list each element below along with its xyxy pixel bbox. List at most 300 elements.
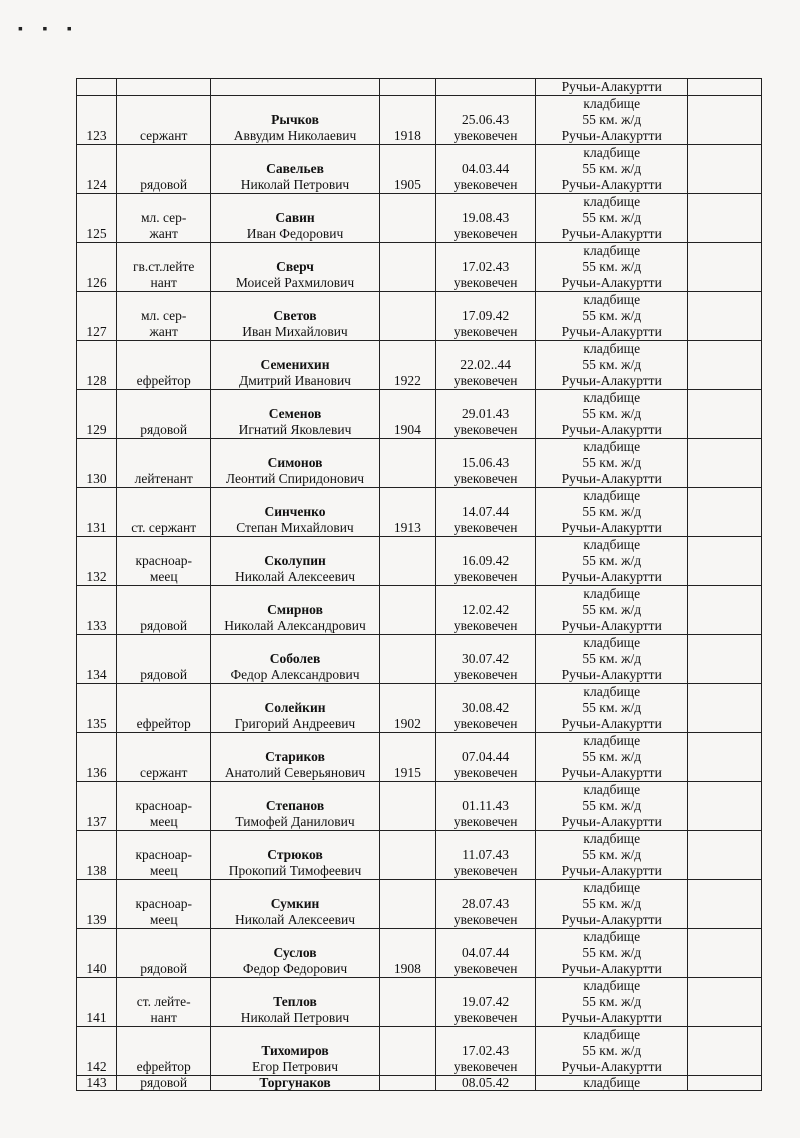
place-line: кладбище bbox=[583, 1027, 641, 1042]
rank-line: сержант bbox=[140, 765, 188, 780]
cell-num: 141 bbox=[77, 978, 117, 1027]
cell-year: 1922 bbox=[379, 341, 436, 390]
cell-name bbox=[211, 635, 379, 684]
place-line: 55 км. ж/д bbox=[582, 210, 642, 225]
given-names: Иван Федорович bbox=[246, 226, 344, 241]
given-names: Моисей Рахмилович bbox=[235, 275, 355, 290]
cell-num: 142 bbox=[77, 1027, 117, 1076]
cell-year bbox=[379, 292, 436, 341]
given-names: Аввудим Николаевич bbox=[233, 128, 357, 143]
surname: Солейкин bbox=[264, 700, 326, 715]
cell-name bbox=[211, 390, 379, 439]
cell-num: 131 bbox=[77, 488, 117, 537]
rank-line: меец bbox=[149, 912, 178, 927]
place-line: 55 км. ж/д bbox=[582, 994, 642, 1009]
death-date: 25.06.43 bbox=[462, 112, 510, 127]
death-date: 17.02.43 bbox=[462, 1043, 510, 1058]
rank-line: сержант bbox=[140, 128, 188, 143]
place-line: кладбище bbox=[583, 488, 641, 503]
cell-name bbox=[211, 439, 379, 488]
cell-note bbox=[688, 782, 762, 831]
cell-rank bbox=[116, 684, 211, 733]
place-line: 55 км. ж/д bbox=[582, 798, 642, 813]
cell-name bbox=[211, 978, 379, 1027]
place-line: 55 км. ж/д bbox=[582, 553, 642, 568]
table-row bbox=[77, 978, 762, 1027]
place-line: кладбище bbox=[583, 390, 641, 405]
cell-rank bbox=[116, 1027, 211, 1076]
place-line: Ручьи-Алакуртти bbox=[561, 324, 662, 339]
death-date: 04.03.44 bbox=[462, 161, 510, 176]
place-line: Ручьи-Алакуртти bbox=[561, 863, 662, 878]
cell-note bbox=[688, 586, 762, 635]
rank-line: ст. сержант bbox=[131, 520, 197, 535]
cell-date bbox=[436, 145, 536, 194]
place-line: кладбище bbox=[583, 145, 641, 160]
cell-date bbox=[436, 96, 536, 145]
cell-name bbox=[211, 684, 379, 733]
death-date: 17.09.42 bbox=[462, 308, 510, 323]
cell-name bbox=[211, 1027, 379, 1076]
cell-num: 134 bbox=[77, 635, 117, 684]
cell-date bbox=[436, 537, 536, 586]
cell-name bbox=[211, 831, 379, 880]
rank-line: ефрейтор bbox=[136, 716, 191, 731]
cell-year bbox=[379, 635, 436, 684]
cell-name bbox=[211, 880, 379, 929]
cell-year bbox=[379, 1027, 436, 1076]
cell-year bbox=[379, 880, 436, 929]
surname: Савельев bbox=[266, 161, 324, 176]
cell-place bbox=[536, 978, 688, 1027]
surname: Суслов bbox=[273, 945, 317, 960]
cell-note bbox=[688, 1027, 762, 1076]
place-line: Ручьи-Алакуртти bbox=[561, 1010, 662, 1025]
place-line: 55 км. ж/д bbox=[582, 406, 642, 421]
place-line: кладбище bbox=[583, 341, 641, 356]
place-line: Ручьи-Алакуртти bbox=[561, 961, 662, 976]
cell-year bbox=[379, 978, 436, 1027]
cell-place: кладбище bbox=[536, 1076, 688, 1091]
cell-note bbox=[688, 488, 762, 537]
surname: Рычков bbox=[271, 112, 319, 127]
surname: Семенихин bbox=[260, 357, 330, 372]
cell-place bbox=[536, 635, 688, 684]
place-line: 55 км. ж/д bbox=[582, 700, 642, 715]
cell-name bbox=[211, 1076, 379, 1091]
cell-year: 1904 bbox=[379, 390, 436, 439]
rank-line: меец bbox=[149, 863, 178, 878]
cell-rank bbox=[116, 880, 211, 929]
status: увековечен bbox=[453, 177, 518, 192]
place-line: кладбище bbox=[583, 684, 641, 699]
cell-note bbox=[688, 439, 762, 488]
rank-line: нант bbox=[150, 1010, 177, 1025]
surname: Сколупин bbox=[264, 553, 326, 568]
cell-name bbox=[211, 537, 379, 586]
given-names: Николай Петрович bbox=[240, 1010, 350, 1025]
cell-date bbox=[436, 341, 536, 390]
surname: Стариков bbox=[265, 749, 325, 764]
cell-name bbox=[211, 586, 379, 635]
cell-note bbox=[688, 79, 762, 96]
cell-note bbox=[688, 243, 762, 292]
rank-line: гв.ст.лейте bbox=[133, 259, 195, 274]
given-names: Дмитрий Иванович bbox=[239, 373, 351, 388]
place-line: кладбище bbox=[583, 733, 641, 748]
table-row bbox=[77, 292, 762, 341]
place-line: 55 км. ж/д bbox=[582, 112, 642, 127]
cell-date bbox=[436, 79, 536, 96]
place-line: Ручьи-Алакуртти bbox=[561, 618, 662, 633]
cell-rank bbox=[116, 79, 211, 96]
cell-num: 128 bbox=[77, 341, 117, 390]
cell-place bbox=[536, 341, 688, 390]
cell-place bbox=[536, 537, 688, 586]
place-line: Ручьи-Алакуртти bbox=[561, 275, 662, 290]
rank-line: рядовой bbox=[140, 422, 188, 437]
cell-date bbox=[436, 488, 536, 537]
table-row bbox=[77, 390, 762, 439]
cell-year bbox=[379, 79, 436, 96]
table-row bbox=[77, 243, 762, 292]
cell-num: 123 bbox=[77, 96, 117, 145]
cell-year bbox=[379, 439, 436, 488]
place-line: Ручьи-Алакуртти bbox=[561, 716, 662, 731]
cell-year bbox=[379, 586, 436, 635]
cell-year bbox=[379, 831, 436, 880]
place-line: 55 км. ж/д bbox=[582, 651, 642, 666]
cell-name bbox=[211, 96, 379, 145]
place-line: 55 км. ж/д bbox=[582, 259, 642, 274]
cell-note bbox=[688, 978, 762, 1027]
rank-line: мл. сер- bbox=[140, 210, 187, 225]
cell-year bbox=[379, 537, 436, 586]
table-row bbox=[77, 782, 762, 831]
death-date: 04.07.44 bbox=[462, 945, 510, 960]
given-names: Иван Михайлович bbox=[242, 324, 348, 339]
cell-note bbox=[688, 96, 762, 145]
death-date: 01.11.43 bbox=[462, 798, 510, 813]
place-line: кладбище bbox=[583, 96, 641, 111]
place-line: 55 км. ж/д bbox=[582, 1043, 642, 1058]
status: увековечен bbox=[453, 667, 518, 682]
table-row bbox=[77, 96, 762, 145]
given-names: Степан Михайлович bbox=[236, 520, 354, 535]
given-names: Федор Федорович bbox=[242, 961, 348, 976]
cell-name bbox=[211, 488, 379, 537]
cell-rank bbox=[116, 733, 211, 782]
place-line: 55 км. ж/д bbox=[582, 357, 642, 372]
cell-year bbox=[379, 194, 436, 243]
rank-line: красноар- bbox=[135, 847, 192, 862]
cell-year: 1918 bbox=[379, 96, 436, 145]
rank-line: красноар- bbox=[135, 553, 192, 568]
cell-place bbox=[536, 782, 688, 831]
given-names: Анатолий Северьянович bbox=[224, 765, 366, 780]
cell-place bbox=[536, 929, 688, 978]
cell-rank bbox=[116, 96, 211, 145]
death-date: 17.02.43 bbox=[462, 259, 510, 274]
rank-line: мл. сер- bbox=[140, 308, 187, 323]
place-line: кладбище bbox=[583, 292, 641, 307]
table-row bbox=[77, 586, 762, 635]
cell-name bbox=[211, 733, 379, 782]
cell-place bbox=[536, 145, 688, 194]
page-marks: ▪ ▪ ▪ bbox=[18, 22, 80, 37]
cell-num bbox=[77, 79, 117, 96]
cell-rank bbox=[116, 243, 211, 292]
table-row bbox=[77, 341, 762, 390]
cell-year: 1908 bbox=[379, 929, 436, 978]
status: увековечен bbox=[453, 324, 518, 339]
surname: Тихомиров bbox=[261, 1043, 329, 1058]
cell-note bbox=[688, 390, 762, 439]
cell-place bbox=[536, 96, 688, 145]
place-line: Ручьи-Алакуртти bbox=[561, 128, 662, 143]
cell-date bbox=[436, 586, 536, 635]
death-date: 15.06.43 bbox=[462, 455, 510, 470]
cell-num: 133 bbox=[77, 586, 117, 635]
status: увековечен bbox=[453, 765, 518, 780]
cell-year bbox=[379, 243, 436, 292]
rank-line: красноар- bbox=[135, 896, 192, 911]
death-date: 14.07.44 bbox=[462, 504, 510, 519]
cell-place bbox=[536, 831, 688, 880]
status: увековечен bbox=[453, 863, 518, 878]
cell-name bbox=[211, 145, 379, 194]
status: увековечен bbox=[453, 618, 518, 633]
cell-rank bbox=[116, 635, 211, 684]
status: увековечен bbox=[453, 373, 518, 388]
place-line: Ручьи-Алакуртти bbox=[561, 912, 662, 927]
cell-note bbox=[688, 831, 762, 880]
death-date: 22.02..44 bbox=[460, 357, 511, 372]
place-line: 55 км. ж/д bbox=[582, 602, 642, 617]
cell-num: 124 bbox=[77, 145, 117, 194]
place-line: Ручьи-Алакуртти bbox=[561, 569, 662, 584]
cell-num: 140 bbox=[77, 929, 117, 978]
cell-place bbox=[536, 439, 688, 488]
rank-line: жант bbox=[149, 324, 178, 339]
given-names: Николай Алексеевич bbox=[235, 569, 355, 584]
cell-rank bbox=[116, 782, 211, 831]
cell-num: 137 bbox=[77, 782, 117, 831]
cell-note bbox=[688, 929, 762, 978]
cell-place bbox=[536, 880, 688, 929]
cell-year: 1915 bbox=[379, 733, 436, 782]
surname: Степанов bbox=[265, 798, 325, 813]
surname: Сверч bbox=[276, 259, 314, 274]
cell-num: 126 bbox=[77, 243, 117, 292]
cell-date bbox=[436, 782, 536, 831]
status: увековечен bbox=[453, 814, 518, 829]
cell-note bbox=[688, 292, 762, 341]
place-line: Ручьи-Алакуртти bbox=[561, 667, 662, 682]
cell-date: 08.05.42 bbox=[436, 1076, 536, 1091]
cell-note bbox=[688, 145, 762, 194]
cell-rank bbox=[116, 586, 211, 635]
rank-line: меец bbox=[149, 814, 178, 829]
place-line: Ручьи-Алакуртти bbox=[561, 814, 662, 829]
rank-line: меец bbox=[149, 569, 178, 584]
status: увековечен bbox=[453, 520, 518, 535]
cell-num: 138 bbox=[77, 831, 117, 880]
cell-place bbox=[536, 194, 688, 243]
cell-num: 136 bbox=[77, 733, 117, 782]
death-date: 19.08.43 bbox=[462, 210, 510, 225]
place-line: кладбище bbox=[583, 831, 641, 846]
cell-date bbox=[436, 733, 536, 782]
place-line: Ручьи-Алакуртти bbox=[561, 226, 662, 241]
place-line: Ручьи-Алакуртти bbox=[561, 765, 662, 780]
rank-line: ефрейтор bbox=[136, 1059, 191, 1074]
place-line: кладбище bbox=[583, 537, 641, 552]
cell-num: 130 bbox=[77, 439, 117, 488]
cell-year bbox=[379, 782, 436, 831]
status: увековечен bbox=[453, 128, 518, 143]
cell-name bbox=[211, 79, 379, 96]
cell-date bbox=[436, 635, 536, 684]
surname: Светов bbox=[273, 308, 317, 323]
place-line: Ручьи-Алакуртти bbox=[561, 373, 662, 388]
status: увековечен bbox=[453, 422, 518, 437]
rank-line: рядовой bbox=[140, 177, 188, 192]
cell-num: 143 bbox=[77, 1076, 117, 1091]
rank-line: ст. лейте- bbox=[136, 994, 191, 1009]
status: увековечен bbox=[453, 961, 518, 976]
status: увековечен bbox=[453, 569, 518, 584]
rank-line: рядовой bbox=[140, 618, 188, 633]
table-row bbox=[77, 1076, 762, 1091]
cell-date bbox=[436, 929, 536, 978]
cell-place bbox=[536, 733, 688, 782]
place-line: кладбище bbox=[583, 978, 641, 993]
place-line: 55 км. ж/д bbox=[582, 749, 642, 764]
rank-line: лейтенант bbox=[134, 471, 193, 486]
cell-date bbox=[436, 978, 536, 1027]
place-line: 55 км. ж/д bbox=[582, 161, 642, 176]
death-date: 30.07.42 bbox=[462, 651, 510, 666]
cell-note bbox=[688, 635, 762, 684]
table-row bbox=[77, 194, 762, 243]
status: увековечен bbox=[453, 1059, 518, 1074]
death-date: 11.07.43 bbox=[462, 847, 510, 862]
cell-rank bbox=[116, 390, 211, 439]
cell-rank bbox=[116, 194, 211, 243]
given-names: Григорий Андреевич bbox=[234, 716, 356, 731]
table-row bbox=[77, 880, 762, 929]
cell-rank bbox=[116, 439, 211, 488]
death-date: 29.01.43 bbox=[462, 406, 510, 421]
place-line: Ручьи-Алакуртти bbox=[561, 471, 662, 486]
place-line: Ручьи-Алакуртти bbox=[561, 422, 662, 437]
table-row bbox=[77, 488, 762, 537]
surname: Савин bbox=[275, 210, 315, 225]
cell-rank bbox=[116, 978, 211, 1027]
cell-place bbox=[536, 390, 688, 439]
place-line: Ручьи-Алакуртти bbox=[561, 520, 662, 535]
cell-note bbox=[688, 341, 762, 390]
status: увековечен bbox=[453, 716, 518, 731]
cell-num: 129 bbox=[77, 390, 117, 439]
cell-note bbox=[688, 733, 762, 782]
place-line: Ручьи-Алакуртти bbox=[561, 177, 662, 192]
cell-date bbox=[436, 292, 536, 341]
death-date: 28.07.43 bbox=[462, 896, 510, 911]
status: увековечен bbox=[453, 912, 518, 927]
cell-date bbox=[436, 390, 536, 439]
cell-num: 127 bbox=[77, 292, 117, 341]
cell-note bbox=[688, 537, 762, 586]
place-line: кладбище bbox=[583, 194, 641, 209]
place-line: кладбище bbox=[583, 439, 641, 454]
surname: Торгунаков bbox=[259, 1075, 331, 1090]
given-names: Егор Петрович bbox=[252, 1059, 339, 1074]
surname: Соболев bbox=[269, 651, 321, 666]
cell-num: 135 bbox=[77, 684, 117, 733]
place-line: 55 км. ж/д bbox=[582, 504, 642, 519]
place-line: кладбище bbox=[583, 635, 641, 650]
cell-name bbox=[211, 782, 379, 831]
cell-name bbox=[211, 929, 379, 978]
cell-rank bbox=[116, 292, 211, 341]
rank-line: нант bbox=[150, 275, 177, 290]
rank-line: рядовой bbox=[140, 961, 188, 976]
place-line: 55 км. ж/д bbox=[582, 847, 642, 862]
given-names: Николай Александрович bbox=[224, 618, 366, 633]
place-line: кладбище bbox=[583, 782, 641, 797]
rank-line: рядовой bbox=[140, 667, 188, 682]
status: увековечен bbox=[453, 275, 518, 290]
place-line: 55 км. ж/д bbox=[582, 455, 642, 470]
cell-date bbox=[436, 1027, 536, 1076]
cell-note bbox=[688, 194, 762, 243]
place-line: кладбище bbox=[583, 243, 641, 258]
given-names: Прокопий Тимофеевич bbox=[228, 863, 362, 878]
burial-register-table bbox=[76, 78, 762, 1091]
status: увековечен bbox=[453, 1010, 518, 1025]
cell-num: 139 bbox=[77, 880, 117, 929]
given-names: Николай Петрович bbox=[240, 177, 350, 192]
table-row-continuation bbox=[77, 79, 762, 96]
cell-place bbox=[536, 684, 688, 733]
cell-date bbox=[436, 831, 536, 880]
cell-name bbox=[211, 292, 379, 341]
surname: Синченко bbox=[264, 504, 326, 519]
place-line: кладбище bbox=[583, 586, 641, 601]
cell-rank: рядовой bbox=[116, 1076, 211, 1091]
cell-date bbox=[436, 439, 536, 488]
cell-num: 132 bbox=[77, 537, 117, 586]
cell-place bbox=[536, 292, 688, 341]
given-names: Леонтий Спиридонович bbox=[225, 471, 365, 486]
rank-line: жант bbox=[149, 226, 178, 241]
cell-date bbox=[436, 880, 536, 929]
death-date: 07.04.44 bbox=[462, 749, 510, 764]
cell-place bbox=[536, 586, 688, 635]
surname: Сумкин bbox=[270, 896, 320, 911]
cell-note bbox=[688, 880, 762, 929]
rank-line: ефрейтор bbox=[136, 373, 191, 388]
cell-year: 1905 bbox=[379, 145, 436, 194]
cell-year: 1913 bbox=[379, 488, 436, 537]
cell-rank bbox=[116, 341, 211, 390]
table-row bbox=[77, 733, 762, 782]
surname: Смирнов bbox=[267, 602, 323, 617]
cell-name bbox=[211, 194, 379, 243]
given-names: Игнатий Яковлевич bbox=[238, 422, 352, 437]
